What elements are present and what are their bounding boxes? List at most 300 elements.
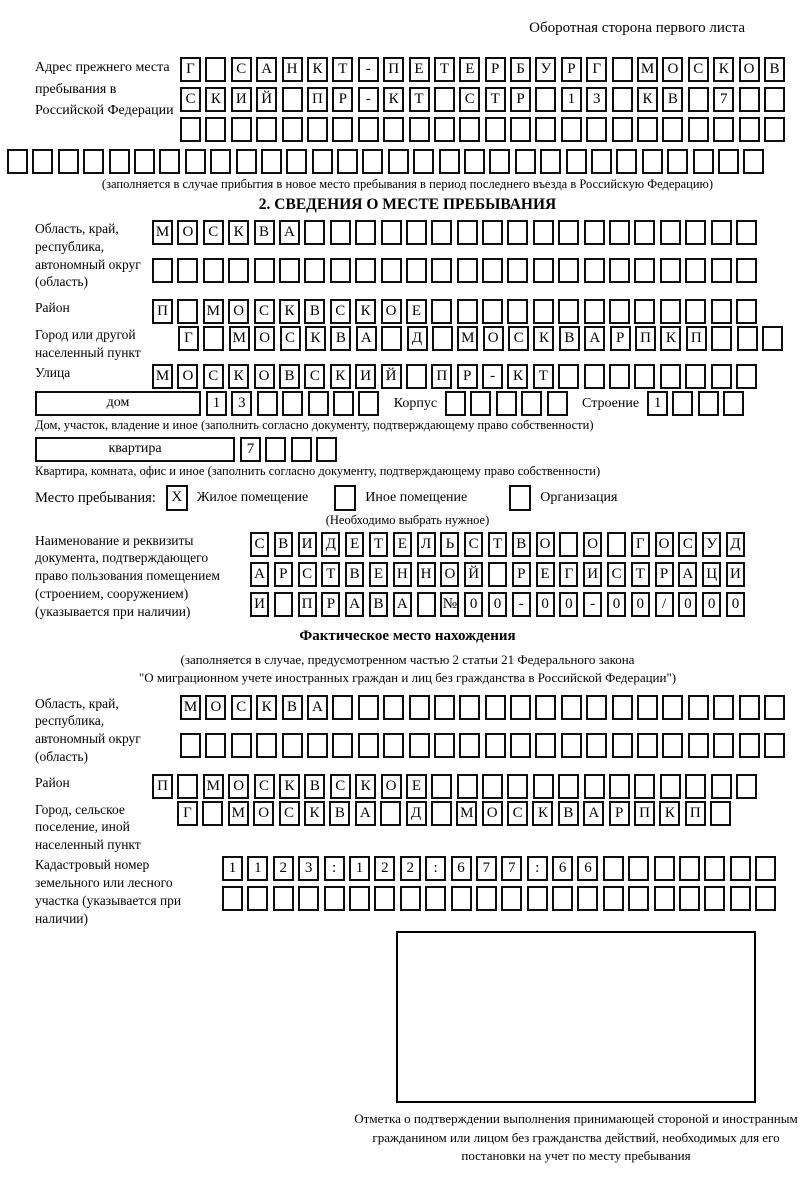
char-cell[interactable] — [231, 117, 252, 142]
char-cell[interactable]: Й — [256, 87, 277, 112]
char-cell[interactable]: 1 — [561, 87, 582, 112]
char-cell[interactable]: К — [279, 299, 300, 324]
char-cell[interactable] — [688, 87, 709, 112]
char-cell[interactable] — [713, 733, 734, 758]
cadastral-row-1[interactable] — [222, 856, 781, 881]
char-cell[interactable] — [282, 87, 303, 112]
char-cell[interactable]: : — [425, 856, 446, 881]
char-cell[interactable] — [547, 391, 568, 416]
char-cell[interactable]: 0 — [559, 592, 578, 617]
checkbox-other-premises[interactable] — [334, 485, 356, 511]
char-cell[interactable] — [616, 149, 637, 174]
char-cell[interactable]: М — [203, 774, 224, 799]
char-cell[interactable] — [507, 220, 528, 245]
char-cell[interactable] — [330, 258, 351, 283]
char-cell[interactable]: Л — [417, 532, 436, 557]
char-cell[interactable]: 0 — [631, 592, 650, 617]
char-cell[interactable] — [459, 733, 480, 758]
char-cell[interactable] — [291, 437, 312, 462]
char-cell[interactable] — [358, 695, 379, 720]
char-cell[interactable]: О — [253, 801, 274, 826]
char-cell[interactable] — [298, 886, 319, 911]
char-cell[interactable]: У — [702, 532, 721, 557]
char-cell[interactable]: П — [634, 801, 655, 826]
city-row[interactable] — [178, 326, 787, 351]
char-cell[interactable]: Г — [631, 532, 650, 557]
char-cell[interactable] — [566, 149, 587, 174]
char-cell[interactable] — [374, 886, 395, 911]
region-row-2[interactable] — [152, 258, 761, 283]
char-cell[interactable]: Н — [393, 562, 412, 587]
char-cell[interactable] — [203, 326, 224, 351]
char-cell[interactable] — [535, 117, 556, 142]
char-cell[interactable] — [257, 391, 278, 416]
actual-region-row-2[interactable] — [180, 733, 789, 758]
char-cell[interactable] — [558, 364, 579, 389]
char-cell[interactable]: О — [254, 364, 275, 389]
char-cell[interactable]: И — [726, 562, 745, 587]
char-cell[interactable] — [406, 220, 427, 245]
char-cell[interactable] — [488, 562, 507, 587]
char-cell[interactable] — [383, 117, 404, 142]
char-cell[interactable] — [654, 856, 675, 881]
char-cell[interactable]: П — [635, 326, 656, 351]
char-cell[interactable] — [558, 299, 579, 324]
char-cell[interactable]: В — [559, 326, 580, 351]
char-cell[interactable]: 0 — [536, 592, 555, 617]
char-cell[interactable] — [704, 856, 725, 881]
char-cell[interactable] — [304, 258, 325, 283]
char-cell[interactable] — [662, 733, 683, 758]
char-cell[interactable] — [736, 774, 757, 799]
char-cell[interactable] — [743, 149, 764, 174]
char-cell[interactable] — [58, 149, 79, 174]
char-cell[interactable] — [434, 87, 455, 112]
char-cell[interactable] — [762, 326, 783, 351]
char-cell[interactable]: И — [298, 532, 317, 557]
char-cell[interactable] — [685, 299, 706, 324]
char-cell[interactable] — [764, 695, 785, 720]
char-cell[interactable] — [527, 886, 548, 911]
char-cell[interactable]: Т — [332, 57, 353, 82]
actual-district-row[interactable] — [152, 774, 761, 799]
char-cell[interactable] — [713, 117, 734, 142]
char-cell[interactable]: С — [330, 299, 351, 324]
char-cell[interactable]: Т — [488, 532, 507, 557]
char-cell[interactable] — [451, 886, 472, 911]
char-cell[interactable] — [736, 364, 757, 389]
char-cell[interactable] — [32, 149, 53, 174]
char-cell[interactable]: О — [739, 57, 760, 82]
char-cell[interactable]: А — [345, 592, 364, 617]
char-cell[interactable]: В — [662, 87, 683, 112]
char-cell[interactable]: П — [686, 326, 707, 351]
checkbox-organization[interactable] — [509, 485, 531, 511]
char-cell[interactable]: Е — [369, 562, 388, 587]
char-cell[interactable] — [521, 391, 542, 416]
char-cell[interactable] — [535, 733, 556, 758]
char-cell[interactable]: С — [304, 364, 325, 389]
char-cell[interactable] — [634, 774, 655, 799]
char-cell[interactable] — [307, 117, 328, 142]
char-cell[interactable] — [485, 733, 506, 758]
char-cell[interactable]: О — [583, 532, 602, 557]
char-cell[interactable] — [634, 220, 655, 245]
char-cell[interactable] — [501, 886, 522, 911]
char-cell[interactable] — [685, 220, 706, 245]
char-cell[interactable]: 0 — [488, 592, 507, 617]
actual-region-row-1[interactable] — [180, 695, 789, 720]
char-cell[interactable] — [256, 117, 277, 142]
char-cell[interactable]: С — [688, 57, 709, 82]
char-cell[interactable]: 7 — [713, 87, 734, 112]
char-cell[interactable] — [507, 774, 528, 799]
district-row[interactable] — [152, 299, 761, 324]
char-cell[interactable] — [362, 149, 383, 174]
char-cell[interactable]: К — [713, 57, 734, 82]
char-cell[interactable]: С — [203, 364, 224, 389]
char-cell[interactable]: М — [152, 364, 173, 389]
char-cell[interactable] — [737, 326, 758, 351]
char-cell[interactable] — [704, 886, 725, 911]
char-cell[interactable]: К — [660, 326, 681, 351]
char-cell[interactable]: Т — [533, 364, 554, 389]
char-cell[interactable] — [485, 695, 506, 720]
char-cell[interactable] — [586, 695, 607, 720]
char-cell[interactable]: Р — [274, 562, 293, 587]
char-cell[interactable]: 1 — [222, 856, 243, 881]
char-cell[interactable] — [711, 326, 732, 351]
char-cell[interactable]: К — [305, 326, 326, 351]
char-cell[interactable]: : — [527, 856, 548, 881]
char-cell[interactable]: Е — [406, 774, 427, 799]
char-cell[interactable] — [205, 57, 226, 82]
char-cell[interactable] — [247, 886, 268, 911]
char-cell[interactable] — [431, 220, 452, 245]
char-cell[interactable] — [586, 733, 607, 758]
char-cell[interactable]: К — [307, 57, 328, 82]
char-cell[interactable]: О — [381, 299, 402, 324]
char-cell[interactable]: К — [205, 87, 226, 112]
char-cell[interactable]: А — [583, 801, 604, 826]
char-cell[interactable] — [273, 886, 294, 911]
char-cell[interactable]: 1 — [349, 856, 370, 881]
char-cell[interactable] — [476, 886, 497, 911]
char-cell[interactable] — [409, 695, 430, 720]
char-cell[interactable] — [584, 774, 605, 799]
char-cell[interactable] — [660, 299, 681, 324]
char-cell[interactable]: Д — [407, 326, 428, 351]
char-cell[interactable]: С — [330, 774, 351, 799]
char-cell[interactable] — [637, 117, 658, 142]
char-cell[interactable]: С — [254, 774, 275, 799]
char-cell[interactable]: Р — [609, 801, 630, 826]
char-cell[interactable] — [409, 733, 430, 758]
char-cell[interactable] — [177, 774, 198, 799]
char-cell[interactable]: Г — [177, 801, 198, 826]
char-cell[interactable] — [637, 733, 658, 758]
char-cell[interactable]: 1 — [206, 391, 227, 416]
char-cell[interactable]: М — [228, 801, 249, 826]
char-cell[interactable] — [381, 258, 402, 283]
char-cell[interactable] — [688, 117, 709, 142]
char-cell[interactable] — [533, 220, 554, 245]
char-cell[interactable]: 0 — [726, 592, 745, 617]
char-cell[interactable]: С — [298, 562, 317, 587]
char-cell[interactable] — [222, 886, 243, 911]
apartment-row[interactable] — [240, 437, 342, 462]
char-cell[interactable] — [764, 733, 785, 758]
char-cell[interactable]: К — [256, 695, 277, 720]
cadastral-row-2[interactable] — [222, 886, 781, 911]
char-cell[interactable] — [261, 149, 282, 174]
char-cell[interactable]: П — [383, 57, 404, 82]
char-cell[interactable]: Г — [586, 57, 607, 82]
char-cell[interactable]: Т — [369, 532, 388, 557]
char-cell[interactable] — [485, 117, 506, 142]
char-cell[interactable] — [457, 220, 478, 245]
char-cell[interactable]: О — [177, 364, 198, 389]
char-cell[interactable] — [282, 117, 303, 142]
char-cell[interactable] — [400, 886, 421, 911]
char-cell[interactable]: Т — [409, 87, 430, 112]
char-cell[interactable]: 0 — [702, 592, 721, 617]
char-cell[interactable] — [688, 733, 709, 758]
char-cell[interactable]: 3 — [231, 391, 252, 416]
char-cell[interactable] — [134, 149, 155, 174]
char-cell[interactable] — [445, 391, 466, 416]
char-cell[interactable] — [332, 733, 353, 758]
char-cell[interactable]: 0 — [678, 592, 697, 617]
char-cell[interactable] — [609, 364, 630, 389]
char-cell[interactable]: Д — [406, 801, 427, 826]
char-cell[interactable]: Р — [561, 57, 582, 82]
char-cell[interactable]: К — [228, 220, 249, 245]
char-cell[interactable] — [510, 117, 531, 142]
char-cell[interactable] — [349, 886, 370, 911]
char-cell[interactable] — [332, 695, 353, 720]
char-cell[interactable]: О — [662, 57, 683, 82]
char-cell[interactable] — [355, 258, 376, 283]
char-cell[interactable] — [586, 117, 607, 142]
char-cell[interactable]: О — [177, 220, 198, 245]
char-cell[interactable]: М — [180, 695, 201, 720]
char-cell[interactable]: М — [203, 299, 224, 324]
char-cell[interactable]: В — [764, 57, 785, 82]
char-cell[interactable] — [612, 57, 633, 82]
char-cell[interactable]: М — [456, 801, 477, 826]
char-cell[interactable] — [482, 299, 503, 324]
char-cell[interactable]: В — [330, 326, 351, 351]
char-cell[interactable]: К — [279, 774, 300, 799]
char-cell[interactable]: С — [508, 326, 529, 351]
char-cell[interactable] — [439, 149, 460, 174]
char-cell[interactable]: Р — [321, 592, 340, 617]
char-cell[interactable]: Е — [406, 299, 427, 324]
char-cell[interactable]: К — [383, 87, 404, 112]
char-cell[interactable] — [152, 258, 173, 283]
char-cell[interactable]: С — [507, 801, 528, 826]
char-cell[interactable] — [205, 733, 226, 758]
char-cell[interactable]: 7 — [476, 856, 497, 881]
char-cell[interactable]: Е — [345, 532, 364, 557]
char-cell[interactable]: А — [678, 562, 697, 587]
char-cell[interactable] — [109, 149, 130, 174]
char-cell[interactable] — [609, 774, 630, 799]
char-cell[interactable] — [282, 391, 303, 416]
char-cell[interactable] — [685, 258, 706, 283]
char-cell[interactable]: М — [637, 57, 658, 82]
char-cell[interactable] — [679, 856, 700, 881]
char-cell[interactable] — [711, 364, 732, 389]
char-cell[interactable]: О — [440, 562, 459, 587]
char-cell[interactable] — [711, 299, 732, 324]
char-cell[interactable] — [457, 299, 478, 324]
char-cell[interactable] — [723, 391, 744, 416]
char-cell[interactable]: А — [355, 801, 376, 826]
char-cell[interactable]: Е — [536, 562, 555, 587]
char-cell[interactable]: О — [228, 774, 249, 799]
char-cell[interactable] — [459, 695, 480, 720]
char-cell[interactable]: 0 — [607, 592, 626, 617]
char-cell[interactable]: Н — [417, 562, 436, 587]
char-cell[interactable] — [434, 695, 455, 720]
char-cell[interactable]: 6 — [552, 856, 573, 881]
char-cell[interactable] — [507, 258, 528, 283]
char-cell[interactable]: А — [279, 220, 300, 245]
checkbox-residential[interactable]: X — [166, 485, 188, 511]
char-cell[interactable]: К — [637, 87, 658, 112]
char-cell[interactable]: Т — [434, 57, 455, 82]
char-cell[interactable] — [685, 364, 706, 389]
char-cell[interactable] — [431, 774, 452, 799]
char-cell[interactable] — [431, 258, 452, 283]
char-cell[interactable]: С — [279, 801, 300, 826]
char-cell[interactable] — [662, 695, 683, 720]
char-cell[interactable] — [383, 695, 404, 720]
char-cell[interactable]: 1 — [647, 391, 668, 416]
char-cell[interactable] — [660, 364, 681, 389]
char-cell[interactable]: О — [482, 801, 503, 826]
char-cell[interactable]: С — [280, 326, 301, 351]
char-cell[interactable]: Д — [321, 532, 340, 557]
char-cell[interactable] — [654, 886, 675, 911]
char-cell[interactable] — [607, 532, 626, 557]
char-cell[interactable] — [764, 87, 785, 112]
char-cell[interactable]: 1 — [247, 856, 268, 881]
char-cell[interactable]: В — [304, 774, 325, 799]
char-cell[interactable] — [459, 117, 480, 142]
char-cell[interactable] — [308, 391, 329, 416]
char-cell[interactable] — [256, 733, 277, 758]
char-cell[interactable]: П — [685, 801, 706, 826]
char-cell[interactable]: В — [274, 532, 293, 557]
char-cell[interactable]: М — [229, 326, 250, 351]
char-cell[interactable] — [642, 149, 663, 174]
char-cell[interactable] — [764, 117, 785, 142]
char-cell[interactable]: 6 — [577, 856, 598, 881]
document-row-1[interactable] — [250, 532, 750, 557]
char-cell[interactable] — [739, 695, 760, 720]
char-cell[interactable]: Р — [332, 87, 353, 112]
char-cell[interactable] — [180, 733, 201, 758]
char-cell[interactable]: П — [298, 592, 317, 617]
char-cell[interactable] — [282, 733, 303, 758]
street-row[interactable] — [152, 364, 761, 389]
char-cell[interactable] — [612, 87, 633, 112]
char-cell[interactable] — [634, 258, 655, 283]
char-cell[interactable] — [202, 801, 223, 826]
char-cell[interactable] — [464, 149, 485, 174]
char-cell[interactable] — [628, 856, 649, 881]
char-cell[interactable]: К — [304, 801, 325, 826]
actual-city-row[interactable] — [177, 801, 736, 826]
char-cell[interactable] — [177, 258, 198, 283]
char-cell[interactable]: 2 — [374, 856, 395, 881]
char-cell[interactable] — [496, 391, 517, 416]
char-cell[interactable] — [324, 886, 345, 911]
char-cell[interactable] — [559, 532, 578, 557]
char-cell[interactable]: Р — [610, 326, 631, 351]
char-cell[interactable] — [406, 258, 427, 283]
char-cell[interactable]: С — [231, 695, 252, 720]
char-cell[interactable]: - — [482, 364, 503, 389]
char-cell[interactable] — [381, 326, 402, 351]
char-cell[interactable] — [535, 87, 556, 112]
char-cell[interactable] — [552, 886, 573, 911]
char-cell[interactable] — [584, 299, 605, 324]
char-cell[interactable] — [210, 149, 231, 174]
char-cell[interactable] — [739, 733, 760, 758]
char-cell[interactable]: О — [655, 532, 674, 557]
char-cell[interactable] — [660, 774, 681, 799]
char-cell[interactable] — [489, 149, 510, 174]
char-cell[interactable]: В — [329, 801, 350, 826]
char-cell[interactable] — [612, 117, 633, 142]
char-cell[interactable]: И — [250, 592, 269, 617]
char-cell[interactable] — [710, 801, 731, 826]
char-cell[interactable] — [333, 391, 354, 416]
stroenie-row[interactable] — [647, 391, 749, 416]
char-cell[interactable] — [739, 117, 760, 142]
char-cell[interactable] — [316, 437, 337, 462]
char-cell[interactable] — [205, 117, 226, 142]
char-cell[interactable]: В — [279, 364, 300, 389]
char-cell[interactable]: Ь — [440, 532, 459, 557]
char-cell[interactable]: О — [205, 695, 226, 720]
char-cell[interactable]: С — [254, 299, 275, 324]
char-cell[interactable] — [307, 733, 328, 758]
char-cell[interactable]: У — [535, 57, 556, 82]
korpus-row[interactable] — [445, 391, 572, 416]
char-cell[interactable]: В — [254, 220, 275, 245]
char-cell[interactable]: К — [228, 364, 249, 389]
char-cell[interactable] — [425, 886, 446, 911]
char-cell[interactable]: Ц — [702, 562, 721, 587]
char-cell[interactable] — [434, 733, 455, 758]
char-cell[interactable] — [510, 733, 531, 758]
prev-address-row-3[interactable] — [180, 117, 789, 142]
char-cell[interactable]: И — [231, 87, 252, 112]
char-cell[interactable] — [286, 149, 307, 174]
char-cell[interactable]: № — [440, 592, 459, 617]
char-cell[interactable] — [417, 592, 436, 617]
char-cell[interactable]: Й — [464, 562, 483, 587]
char-cell[interactable] — [330, 220, 351, 245]
char-cell[interactable] — [672, 391, 693, 416]
char-cell[interactable] — [180, 117, 201, 142]
char-cell[interactable]: С — [231, 57, 252, 82]
